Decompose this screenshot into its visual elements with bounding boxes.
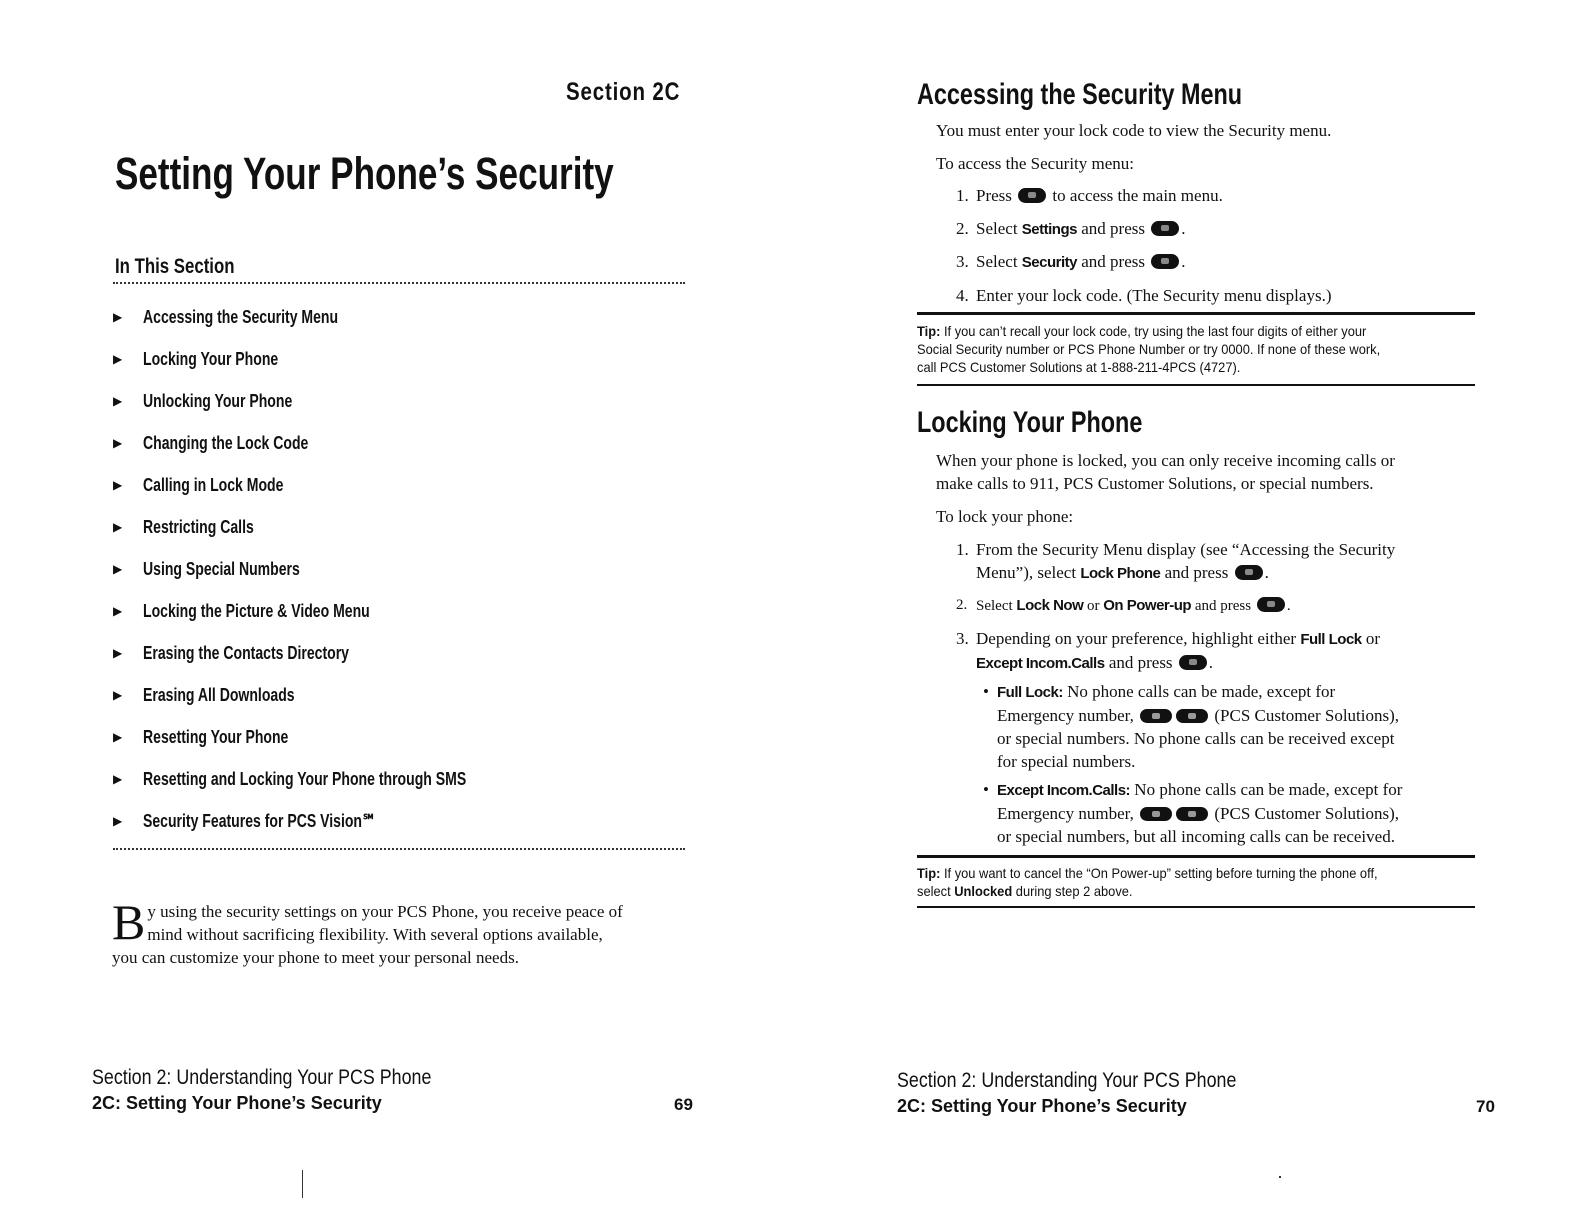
- step-item: [956, 250, 1466, 274]
- toc-item-label: Resetting Your Phone: [143, 726, 289, 747]
- tip-rule-top: [917, 312, 1475, 315]
- toc-item[interactable]: [113, 716, 685, 758]
- scan-mark: [302, 1170, 303, 1198]
- toc-item-label: Restricting Calls: [143, 516, 254, 537]
- section-label: Section 2C: [565, 78, 680, 106]
- step-body: Depending on your preference, highlight either Full Lock or Except Incom.Calls and press .: [976, 629, 1381, 672]
- heading-locking: Locking Your Phone: [917, 406, 1143, 439]
- step-text: Select: [976, 252, 1018, 271]
- toc-item[interactable]: [113, 800, 685, 842]
- step-text: Enter your lock code. (The Security menu displays.): [976, 286, 1332, 305]
- intro-line: mind without sacrificing flexibility. With several options available,: [147, 925, 603, 944]
- toc-item[interactable]: [113, 632, 685, 674]
- divider-bottom: [113, 848, 685, 850]
- in-this-section-heading: In This Section: [115, 255, 235, 278]
- arrow-icon: ▶: [113, 436, 123, 450]
- scan-mark: [1279, 1176, 1281, 1178]
- divider-top: [113, 282, 685, 284]
- step-text: Select: [976, 219, 1018, 238]
- step-body: Select Lock Now or On Power-up and press .: [976, 597, 1291, 614]
- toc-item[interactable]: [113, 464, 685, 506]
- toc-item[interactable]: [113, 338, 685, 380]
- step-bold: Lock Now: [1016, 597, 1084, 614]
- toc-item-label: Accessing the Security Menu: [143, 306, 339, 327]
- body-text: When your phone is locked, you can only receive incoming calls or: [936, 451, 1395, 470]
- bullet-bold: Except Incom.Calls:: [997, 782, 1131, 799]
- tip-bold: Unlocked: [954, 883, 1013, 899]
- toc-item-label: Unlocking Your Phone: [143, 390, 293, 411]
- two-key-icon: [1176, 807, 1208, 821]
- step-text: Menu”), select: [976, 563, 1077, 582]
- page-number: 70: [1476, 1097, 1495, 1116]
- tip-rule-top: [917, 855, 1475, 858]
- bullet-dot-icon: •: [983, 780, 989, 799]
- step-body: Select Security and press .: [976, 252, 1186, 271]
- step-item: [956, 594, 1476, 618]
- bullet-text: or special numbers, but all incoming calls can be received.: [997, 827, 1395, 846]
- tip-text: Social Security number or PCS Phone Number or try 0000. If none of these work,: [917, 341, 1381, 357]
- bullet-except-incom: [983, 778, 1467, 848]
- toc-item[interactable]: [113, 758, 685, 800]
- arrow-icon: ▶: [113, 604, 123, 618]
- body-text: make calls to 911, PCS Customer Solutions, or special numbers.: [936, 474, 1374, 493]
- step-item: [956, 538, 1476, 586]
- step-text: or: [1087, 598, 1100, 614]
- toc-item-label: Security Features for PCS Vision℠: [143, 810, 377, 831]
- step-text: Select: [976, 598, 1013, 614]
- step-item: [956, 217, 1466, 241]
- drop-cap: B: [112, 894, 146, 950]
- step-bold: Except Incom.Calls: [976, 655, 1105, 672]
- tip-text: If you can’t recall your lock code, try using the last four digits of either your: [943, 323, 1367, 339]
- tip-text: during step 2 above.: [1015, 883, 1133, 899]
- bullet-text: (PCS Customer Solutions),: [1214, 804, 1400, 823]
- toc-item-label: Erasing All Downloads: [143, 684, 295, 705]
- tip-box: [917, 864, 1432, 900]
- step-number: 3.: [956, 252, 969, 271]
- footer-section: Section 2: Understanding Your PCS Phone: [92, 1066, 432, 1089]
- toc-item-label: Erasing the Contacts Directory: [143, 642, 349, 663]
- toc-list: [113, 296, 685, 842]
- step-text: and press: [1108, 653, 1173, 672]
- bullet-bold: Full Lock:: [997, 684, 1063, 701]
- star-key-icon: [1140, 709, 1172, 723]
- step-item: [956, 184, 1466, 208]
- step-text: Press: [976, 186, 1012, 205]
- footer-section: Section 2: Understanding Your PCS Phone: [897, 1069, 1237, 1092]
- menu-key-icon: [1257, 597, 1285, 612]
- step-text: and press: [1164, 563, 1229, 582]
- arrow-icon: ▶: [113, 352, 123, 366]
- toc-item-label: Calling in Lock Mode: [143, 474, 284, 495]
- heading-security-menu: Accessing the Security Menu: [917, 78, 1243, 111]
- step-bold: Lock Phone: [1080, 565, 1161, 582]
- step-item: [956, 284, 1466, 308]
- bullet-text: (PCS Customer Solutions),: [1214, 706, 1400, 725]
- toc-item-label: Using Special Numbers: [143, 558, 300, 579]
- tip-rule-bottom: [917, 384, 1475, 386]
- tip-label: Tip:: [917, 323, 941, 339]
- arrow-icon: ▶: [113, 688, 123, 702]
- toc-item[interactable]: [113, 674, 685, 716]
- bullet-text: Emergency number,: [997, 706, 1134, 725]
- step-number: 2.: [956, 219, 969, 238]
- bullet-dot-icon: •: [983, 682, 989, 701]
- step-item: [956, 627, 1476, 675]
- step-text: to access the main menu.: [1052, 186, 1223, 205]
- step-bold: Settings: [1021, 221, 1077, 238]
- tip-label: Tip:: [917, 865, 941, 881]
- arrow-icon: ▶: [113, 310, 123, 324]
- menu-key-icon: [1151, 221, 1179, 236]
- tip-box: [917, 322, 1432, 376]
- body-text: You must enter your lock code to view the Security menu.: [936, 121, 1332, 140]
- step-number: 4.: [956, 286, 969, 305]
- toc-item[interactable]: [113, 296, 685, 338]
- toc-item[interactable]: [113, 590, 685, 632]
- toc-item-label: Changing the Lock Code: [143, 432, 309, 453]
- step-text: and press: [1081, 252, 1145, 271]
- step-number: 2.: [956, 597, 968, 613]
- step-text: and press: [1081, 219, 1145, 238]
- bullet-text: No phone calls can be made, except for: [1067, 682, 1336, 701]
- arrow-icon: ▶: [113, 520, 123, 534]
- arrow-icon: ▶: [113, 814, 123, 828]
- page-number: 69: [674, 1095, 693, 1114]
- body-text: To lock your phone:: [936, 507, 1074, 526]
- menu-key-icon: [1179, 655, 1207, 670]
- tip-text: call PCS Customer Solutions at 1-888-211-4PCS (4727).: [917, 359, 1241, 375]
- intro-line: you can customize your phone to meet your personal needs.: [112, 948, 519, 967]
- menu-key-icon: [1151, 254, 1179, 269]
- two-key-icon: [1176, 709, 1208, 723]
- bullet-text: for special numbers.: [997, 752, 1136, 771]
- step-text: and press: [1194, 598, 1252, 614]
- footer-chapter: 2C: Setting Your Phone’s Security: [897, 1096, 1187, 1116]
- bullet-text: No phone calls can be made, except for: [1134, 780, 1403, 799]
- toc-item[interactable]: [113, 548, 685, 590]
- step-number: 3.: [956, 629, 969, 648]
- menu-key-icon: [1018, 188, 1046, 203]
- toc-item[interactable]: [113, 422, 685, 464]
- tip-rule-bottom: [917, 906, 1475, 908]
- toc-item[interactable]: [113, 506, 685, 548]
- step-body: Select Settings and press .: [976, 219, 1186, 238]
- step-text: Depending on your preference, highlight either: [976, 629, 1297, 648]
- page-title: Setting Your Phone’s Security: [115, 148, 614, 199]
- toc-item-label: Locking Your Phone: [143, 348, 279, 369]
- body-text: To access the Security menu:: [936, 154, 1135, 173]
- tip-text: select: [917, 883, 951, 899]
- footer-chapter: 2C: Setting Your Phone’s Security: [92, 1093, 382, 1113]
- bullet-text: Emergency number,: [997, 804, 1134, 823]
- intro-paragraph: [112, 894, 684, 969]
- star-key-icon: [1140, 807, 1172, 821]
- step-number: 1.: [956, 540, 969, 559]
- tip-text: If you want to cancel the “On Power-up” setting before turning the phone off,: [943, 865, 1378, 881]
- step-number: 1.: [956, 186, 969, 205]
- toc-item-label: Resetting and Locking Your Phone through SMS: [143, 768, 467, 789]
- step-text: or: [1365, 629, 1381, 648]
- menu-key-icon: [1235, 565, 1263, 580]
- arrow-icon: ▶: [113, 478, 123, 492]
- step-bold: Security: [1021, 254, 1077, 271]
- bullet-text: or special numbers. No phone calls can be received except: [997, 729, 1395, 748]
- step-text: From the Security Menu display (see “Accessing the Security: [976, 540, 1396, 559]
- right-page: [792, 0, 1584, 1224]
- bullet-full-lock: [983, 680, 1467, 773]
- arrow-icon: ▶: [113, 646, 123, 660]
- arrow-icon: ▶: [113, 730, 123, 744]
- toc-item[interactable]: [113, 380, 685, 422]
- toc-item-label: Locking the Picture & Video Menu: [143, 600, 370, 621]
- step-body: [976, 184, 1223, 207]
- intro-line: y using the security settings on your PCS Phone, you receive peace of: [147, 902, 623, 921]
- arrow-icon: ▶: [113, 772, 123, 786]
- arrow-icon: ▶: [113, 394, 123, 408]
- arrow-icon: ▶: [113, 562, 123, 576]
- step-bold: On Power-up: [1103, 597, 1192, 614]
- step-body: From the Security Menu display (see “Accessing the Security Menu”), select Lock Phone and press .: [976, 540, 1396, 582]
- step-bold: Full Lock: [1300, 631, 1362, 648]
